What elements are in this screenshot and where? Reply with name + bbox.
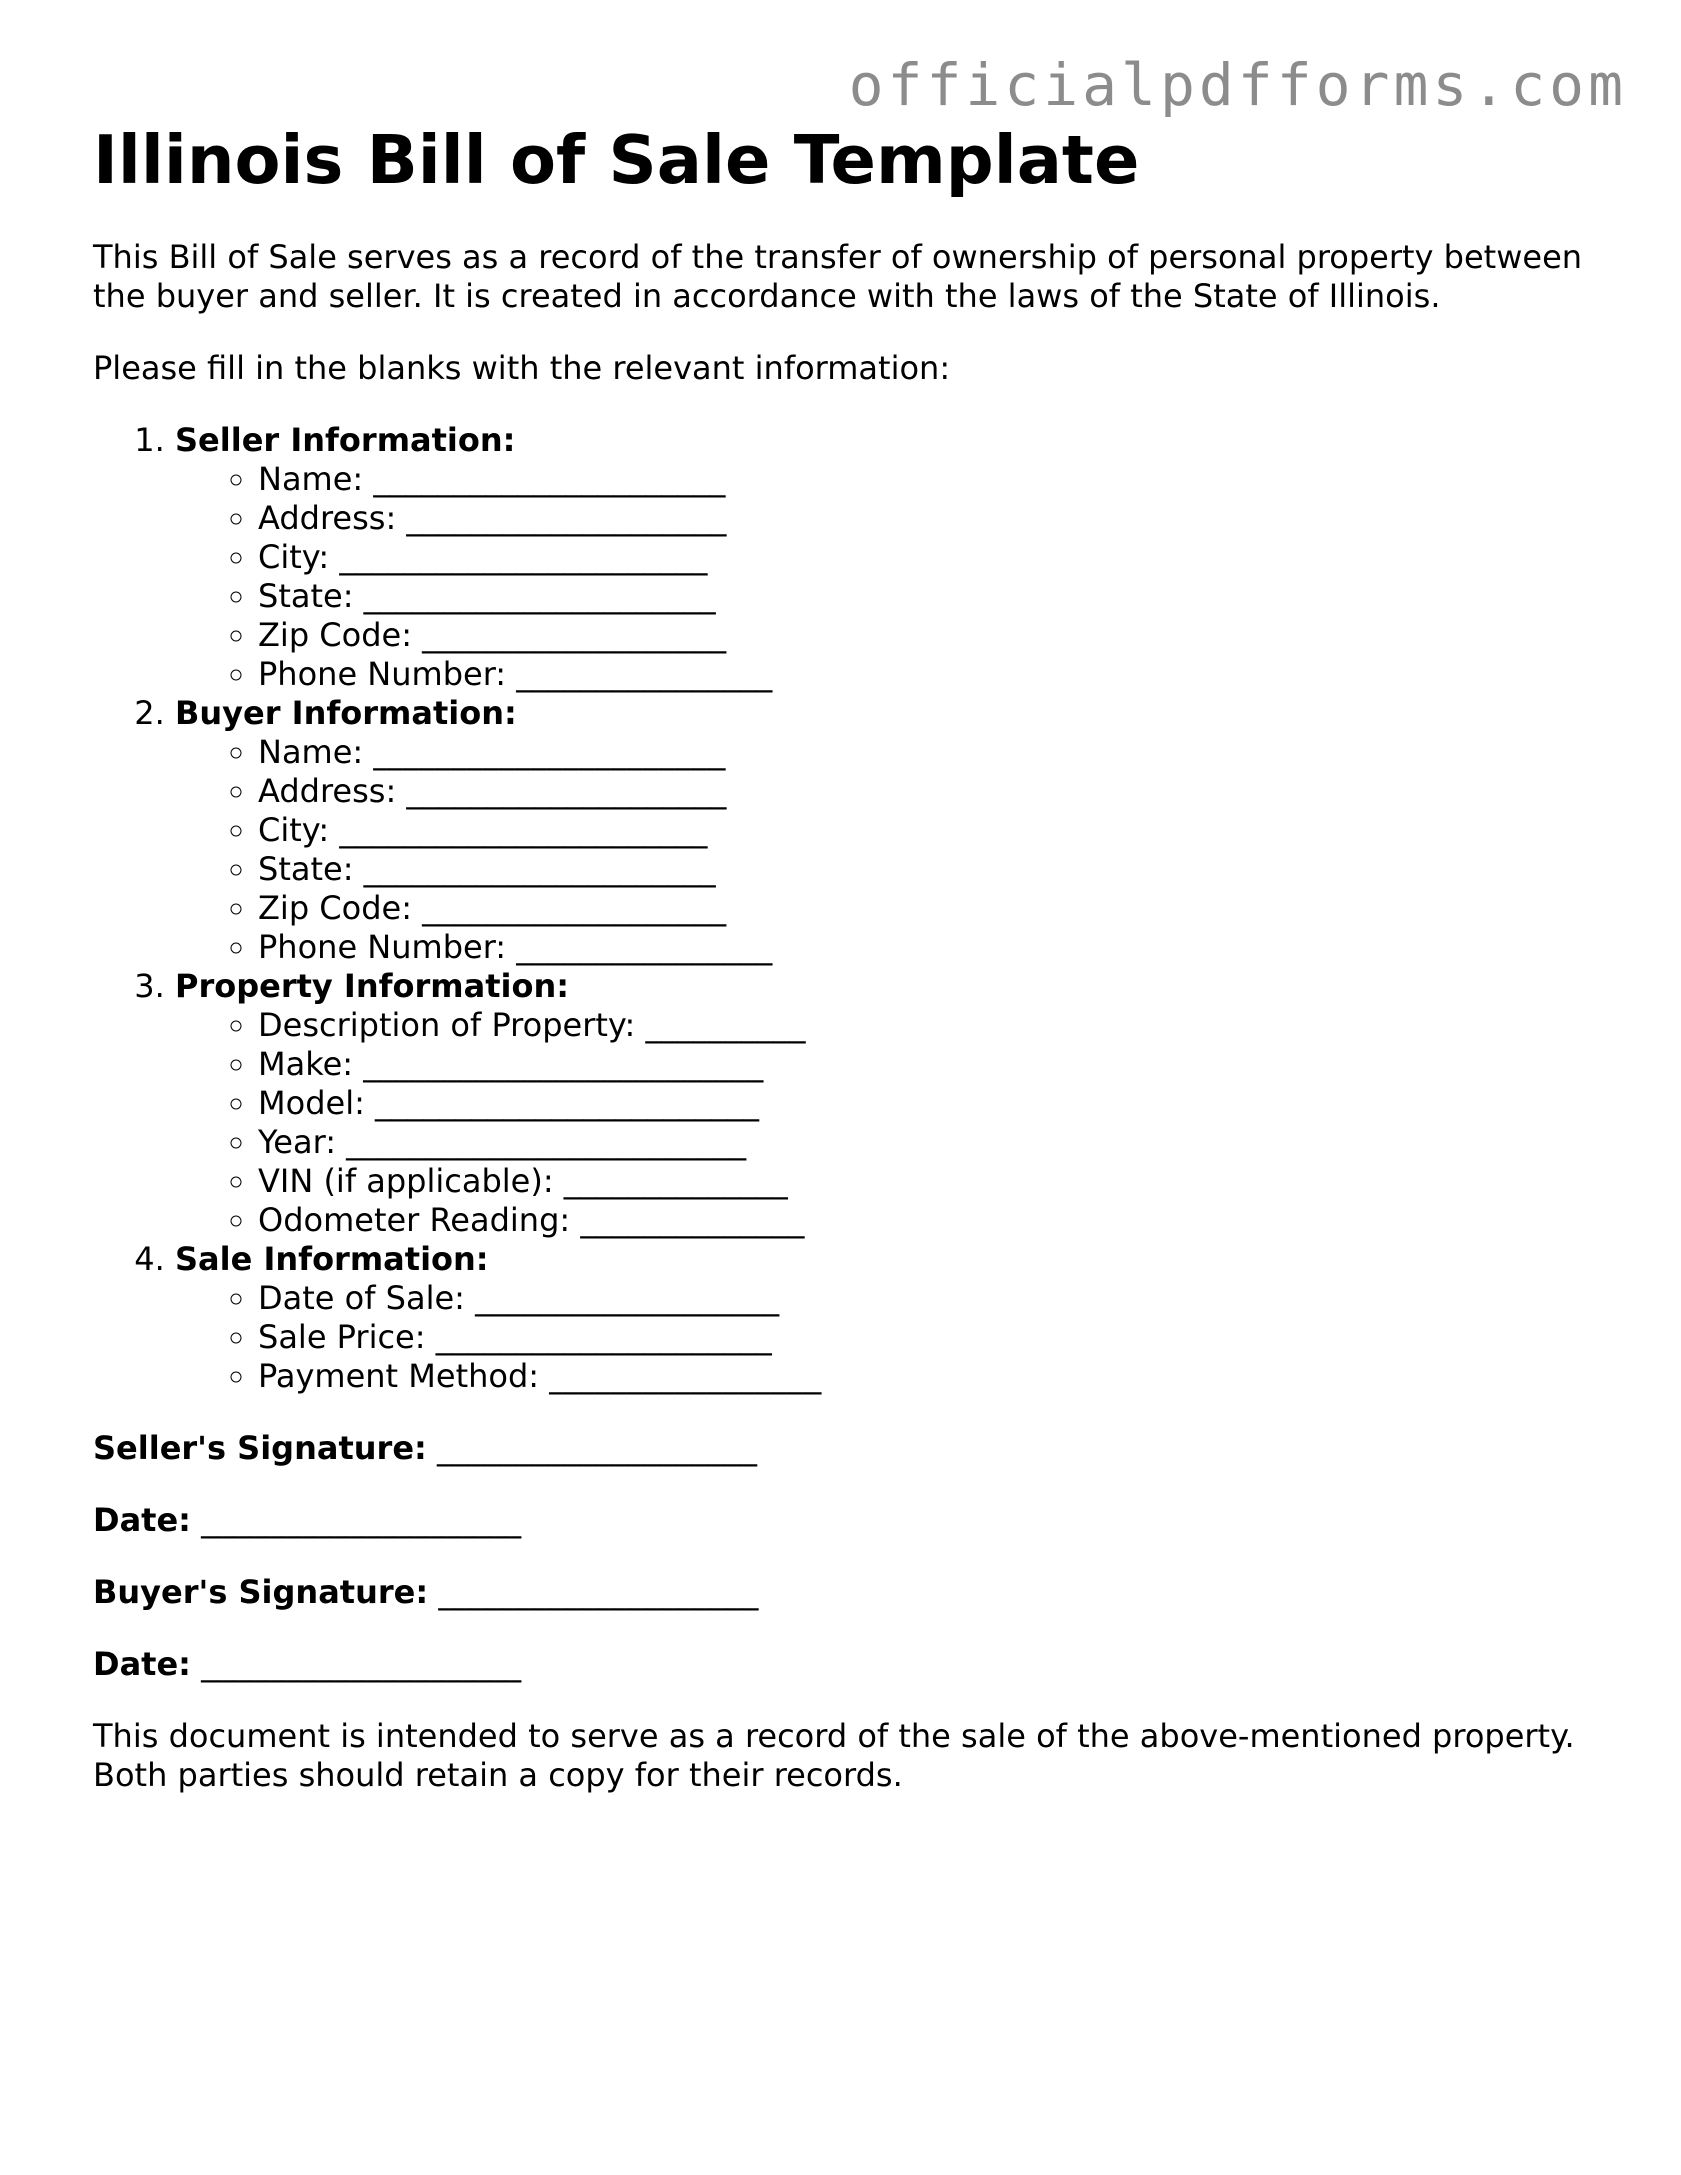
buyer-date-label: Date: bbox=[93, 1645, 191, 1683]
fill-instructions: Please fill in the blanks with the relevant information: bbox=[93, 349, 951, 387]
seller-date-label: Date: bbox=[93, 1501, 191, 1539]
section-seller bbox=[175, 421, 1593, 694]
field-seller-phone[interactable]: ◦ Phone Number: ________________ bbox=[258, 655, 1593, 694]
field-buyer-phone[interactable]: ◦ Phone Number: ________________ bbox=[258, 928, 1593, 967]
section-title: Buyer Information: bbox=[175, 694, 517, 732]
sale-fields bbox=[175, 1279, 1593, 1396]
seller-date-blank[interactable]: ____________________ bbox=[201, 1501, 522, 1539]
field-sale-date[interactable]: ◦ Date of Sale: ___________________ bbox=[258, 1279, 1593, 1318]
field-property-make[interactable]: ◦ Make: _________________________ bbox=[258, 1045, 1593, 1084]
intro-paragraph: This Bill of Sale serves as a record of the transfer of ownership of personal property between the buyer and seller. It is created in accordance with the laws of the State of Illinois. bbox=[93, 238, 1583, 315]
section-buyer bbox=[175, 694, 1593, 967]
field-sale-price[interactable]: ◦ Sale Price: _____________________ bbox=[258, 1318, 1593, 1357]
section-title: Sale Information: bbox=[175, 1240, 489, 1278]
buyer-signature-blank[interactable]: ____________________ bbox=[438, 1573, 759, 1611]
property-fields bbox=[175, 1006, 1593, 1240]
seller-signature-line[interactable] bbox=[93, 1429, 1593, 1468]
field-seller-city[interactable]: ◦ City: _______________________ bbox=[258, 538, 1593, 577]
buyer-fields bbox=[175, 733, 1593, 967]
field-property-description[interactable]: ◦ Description of Property: __________ bbox=[258, 1006, 1593, 1045]
field-property-year[interactable]: ◦ Year: _________________________ bbox=[258, 1123, 1593, 1162]
field-buyer-state[interactable]: ◦ State: ______________________ bbox=[258, 850, 1593, 889]
seller-fields bbox=[175, 460, 1593, 694]
field-payment-method[interactable]: ◦ Payment Method: _________________ bbox=[258, 1357, 1593, 1396]
seller-signature-label: Seller's Signature: bbox=[93, 1429, 427, 1467]
field-seller-address[interactable]: ◦ Address: ____________________ bbox=[258, 499, 1593, 538]
site-watermark: officialpdfforms.com bbox=[848, 51, 1627, 119]
buyer-date-blank[interactable]: ____________________ bbox=[201, 1645, 522, 1683]
field-property-odometer[interactable]: ◦ Odometer Reading: ______________ bbox=[258, 1201, 1593, 1240]
field-buyer-zip[interactable]: ◦ Zip Code: ___________________ bbox=[258, 889, 1593, 928]
buyer-date-line[interactable] bbox=[93, 1645, 1593, 1684]
field-seller-state[interactable]: ◦ State: ______________________ bbox=[258, 577, 1593, 616]
buyer-signature-line[interactable] bbox=[93, 1573, 1593, 1612]
section-title: Seller Information: bbox=[175, 421, 516, 459]
section-sale bbox=[175, 1240, 1593, 1396]
section-property bbox=[175, 967, 1593, 1240]
page-title: Illinois Bill of Sale Template bbox=[93, 121, 1140, 199]
field-buyer-address[interactable]: ◦ Address: ____________________ bbox=[258, 772, 1593, 811]
closing-paragraph: This document is intended to serve as a record of the sale of the above-mentioned property. Both parties should retain a copy for their records. bbox=[93, 1717, 1575, 1794]
field-property-model[interactable]: ◦ Model: ________________________ bbox=[258, 1084, 1593, 1123]
field-property-vin[interactable]: ◦ VIN (if applicable): ______________ bbox=[258, 1162, 1593, 1201]
seller-date-line[interactable] bbox=[93, 1501, 1593, 1540]
field-buyer-city[interactable]: ◦ City: _______________________ bbox=[258, 811, 1593, 850]
buyer-signature-label: Buyer's Signature: bbox=[93, 1573, 429, 1611]
field-buyer-name[interactable]: ◦ Name: ______________________ bbox=[258, 733, 1593, 772]
seller-signature-blank[interactable]: ____________________ bbox=[436, 1429, 757, 1467]
section-title: Property Information: bbox=[175, 967, 570, 1005]
field-seller-zip[interactable]: ◦ Zip Code: ___________________ bbox=[258, 616, 1593, 655]
form-sections-list bbox=[93, 421, 1593, 1396]
field-seller-name[interactable]: ◦ Name: ______________________ bbox=[258, 460, 1593, 499]
document-page bbox=[93, 118, 1593, 1795]
